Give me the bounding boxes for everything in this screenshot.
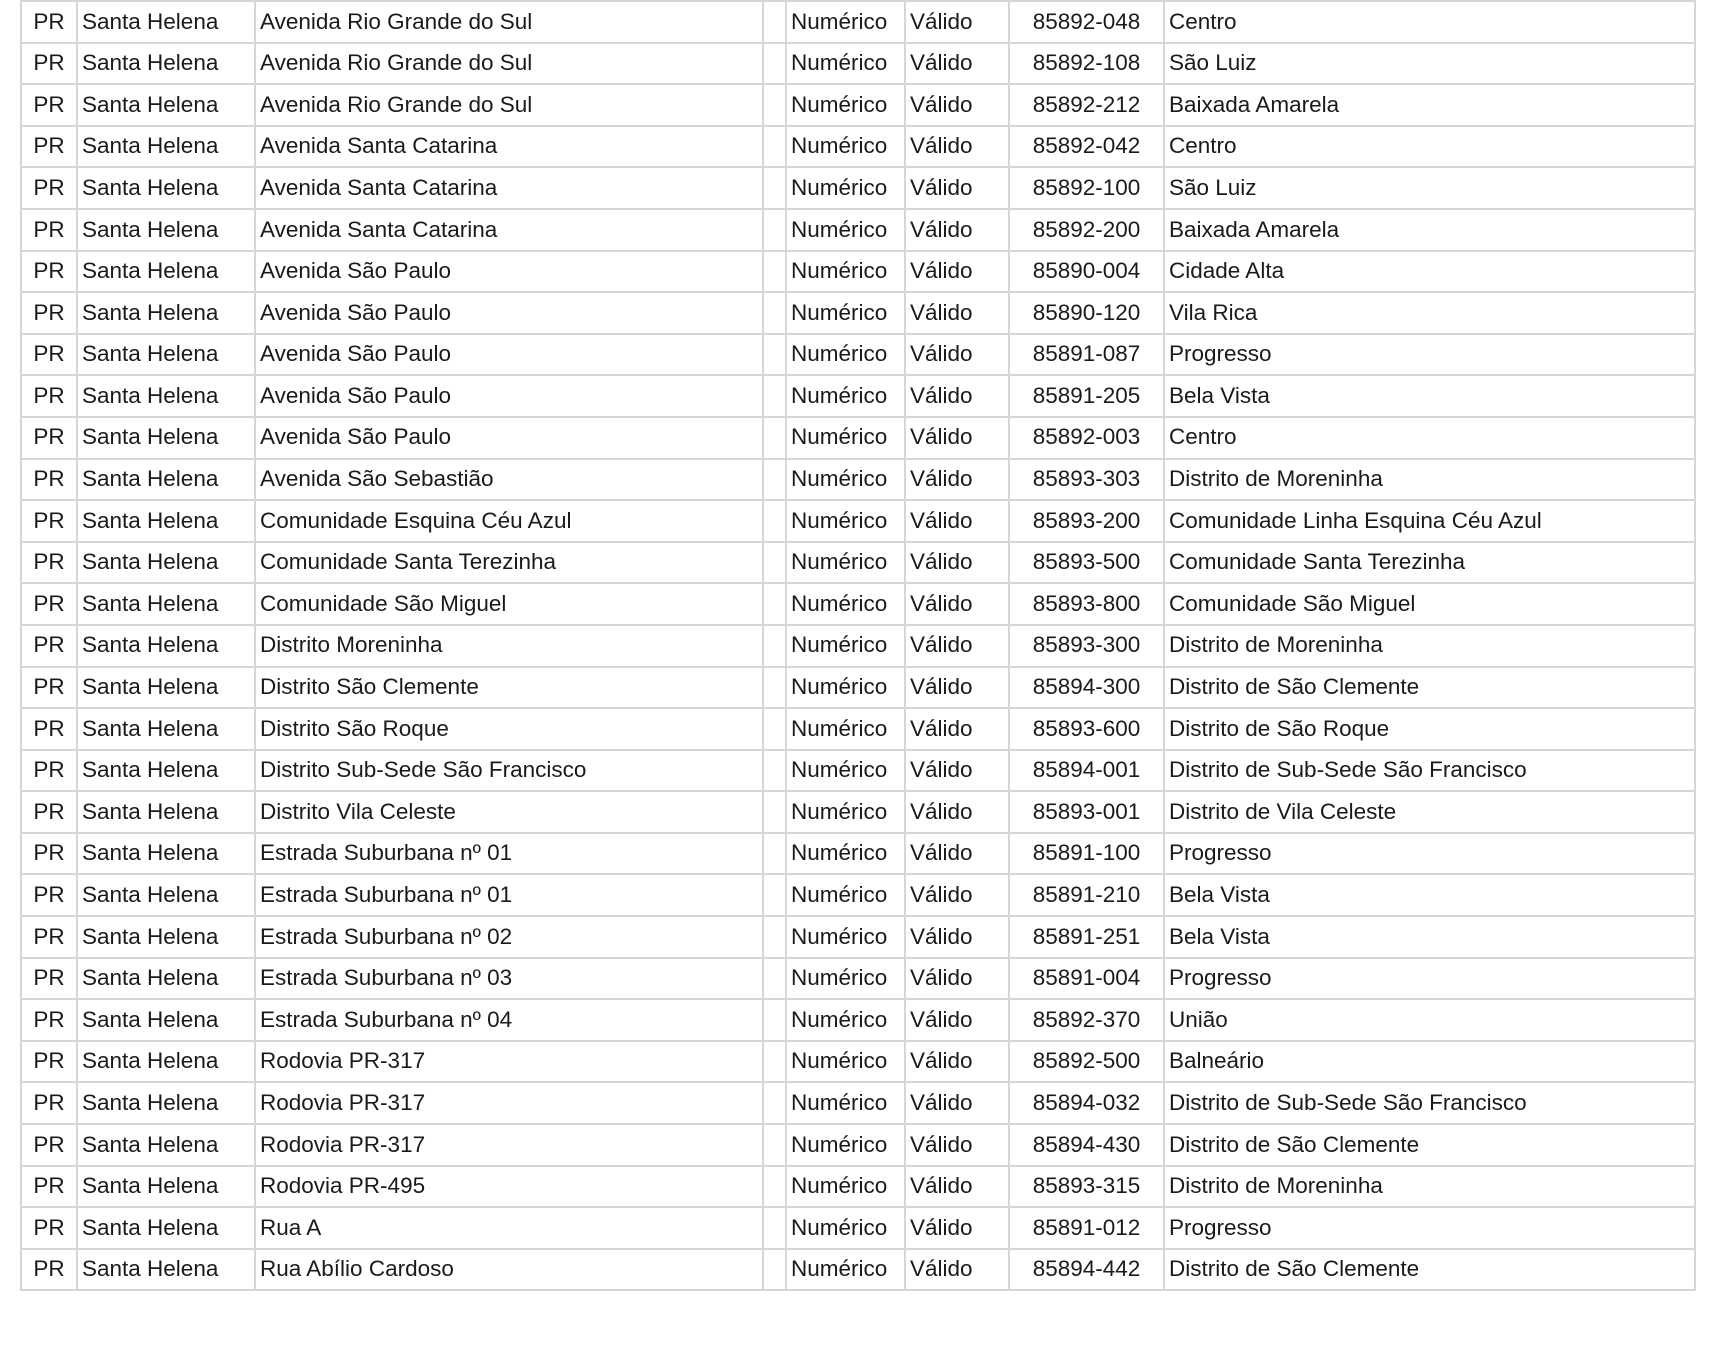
neighborhood-cell: Bela Vista bbox=[1164, 874, 1695, 916]
type-cell: Numérico bbox=[786, 1041, 905, 1083]
table-row bbox=[21, 916, 1695, 958]
type-cell: Numérico bbox=[786, 251, 905, 293]
street-cell: Avenida São Sebastião bbox=[255, 459, 763, 501]
street-cell: Avenida Santa Catarina bbox=[255, 167, 763, 209]
neighborhood-cell: Distrito de São Clemente bbox=[1164, 1249, 1695, 1291]
type-cell: Numérico bbox=[786, 334, 905, 376]
status-cell: Válido bbox=[905, 126, 1009, 168]
empty-cell bbox=[763, 334, 786, 376]
street-cell: Avenida São Paulo bbox=[255, 334, 763, 376]
state-cell: PR bbox=[21, 459, 77, 501]
status-cell: Válido bbox=[905, 833, 1009, 875]
type-cell: Numérico bbox=[786, 542, 905, 584]
empty-cell bbox=[763, 500, 786, 542]
cep-cell: 85892-370 bbox=[1009, 999, 1164, 1041]
neighborhood-cell: Bela Vista bbox=[1164, 375, 1695, 417]
table-row bbox=[21, 667, 1695, 709]
status-cell: Válido bbox=[905, 958, 1009, 1000]
status-cell: Válido bbox=[905, 84, 1009, 126]
street-cell: Avenida Santa Catarina bbox=[255, 126, 763, 168]
city-cell: Santa Helena bbox=[77, 916, 255, 958]
status-cell: Válido bbox=[905, 625, 1009, 667]
status-cell: Válido bbox=[905, 1041, 1009, 1083]
city-cell: Santa Helena bbox=[77, 1207, 255, 1249]
neighborhood-cell: Centro bbox=[1164, 126, 1695, 168]
empty-cell bbox=[763, 1166, 786, 1208]
neighborhood-cell: Comunidade Linha Esquina Céu Azul bbox=[1164, 500, 1695, 542]
street-cell: Rua A bbox=[255, 1207, 763, 1249]
neighborhood-cell: Progresso bbox=[1164, 833, 1695, 875]
cep-cell: 85891-087 bbox=[1009, 334, 1164, 376]
state-cell: PR bbox=[21, 1166, 77, 1208]
state-cell: PR bbox=[21, 999, 77, 1041]
street-cell: Comunidade Esquina Céu Azul bbox=[255, 500, 763, 542]
type-cell: Numérico bbox=[786, 1249, 905, 1291]
neighborhood-cell: Centro bbox=[1164, 417, 1695, 459]
status-cell: Válido bbox=[905, 874, 1009, 916]
state-cell: PR bbox=[21, 1041, 77, 1083]
empty-cell bbox=[763, 791, 786, 833]
city-cell: Santa Helena bbox=[77, 542, 255, 584]
type-cell: Numérico bbox=[786, 459, 905, 501]
cep-cell: 85892-100 bbox=[1009, 167, 1164, 209]
cep-cell: 85890-004 bbox=[1009, 251, 1164, 293]
street-cell: Rodovia PR-317 bbox=[255, 1124, 763, 1166]
table-row bbox=[21, 209, 1695, 251]
street-cell: Avenida São Paulo bbox=[255, 375, 763, 417]
city-cell: Santa Helena bbox=[77, 126, 255, 168]
state-cell: PR bbox=[21, 583, 77, 625]
empty-cell bbox=[763, 583, 786, 625]
empty-cell bbox=[763, 1, 786, 43]
status-cell: Válido bbox=[905, 334, 1009, 376]
cep-cell: 85893-200 bbox=[1009, 500, 1164, 542]
city-cell: Santa Helena bbox=[77, 334, 255, 376]
city-cell: Santa Helena bbox=[77, 1, 255, 43]
state-cell: PR bbox=[21, 667, 77, 709]
neighborhood-cell: Bela Vista bbox=[1164, 916, 1695, 958]
cep-cell: 85892-200 bbox=[1009, 209, 1164, 251]
empty-cell bbox=[763, 1082, 786, 1124]
type-cell: Numérico bbox=[786, 583, 905, 625]
status-cell: Válido bbox=[905, 1166, 1009, 1208]
state-cell: PR bbox=[21, 375, 77, 417]
state-cell: PR bbox=[21, 334, 77, 376]
state-cell: PR bbox=[21, 750, 77, 792]
state-cell: PR bbox=[21, 500, 77, 542]
state-cell: PR bbox=[21, 84, 77, 126]
neighborhood-cell: Distrito de Vila Celeste bbox=[1164, 791, 1695, 833]
status-cell: Válido bbox=[905, 708, 1009, 750]
empty-cell bbox=[763, 209, 786, 251]
city-cell: Santa Helena bbox=[77, 708, 255, 750]
type-cell: Numérico bbox=[786, 1207, 905, 1249]
city-cell: Santa Helena bbox=[77, 750, 255, 792]
state-cell: PR bbox=[21, 625, 77, 667]
table-row bbox=[21, 958, 1695, 1000]
state-cell: PR bbox=[21, 874, 77, 916]
neighborhood-cell: Distrito de São Clemente bbox=[1164, 1124, 1695, 1166]
city-cell: Santa Helena bbox=[77, 500, 255, 542]
status-cell: Válido bbox=[905, 1082, 1009, 1124]
status-cell: Válido bbox=[905, 417, 1009, 459]
street-cell: Avenida Rio Grande do Sul bbox=[255, 1, 763, 43]
type-cell: Numérico bbox=[786, 708, 905, 750]
status-cell: Válido bbox=[905, 1, 1009, 43]
cep-cell: 85892-003 bbox=[1009, 417, 1164, 459]
street-cell: Distrito Moreninha bbox=[255, 625, 763, 667]
state-cell: PR bbox=[21, 417, 77, 459]
table-row bbox=[21, 167, 1695, 209]
cep-cell: 85894-430 bbox=[1009, 1124, 1164, 1166]
status-cell: Válido bbox=[905, 791, 1009, 833]
state-cell: PR bbox=[21, 292, 77, 334]
cep-cell: 85893-303 bbox=[1009, 459, 1164, 501]
table-row bbox=[21, 251, 1695, 293]
neighborhood-cell: Progresso bbox=[1164, 1207, 1695, 1249]
empty-cell bbox=[763, 667, 786, 709]
street-cell: Rodovia PR-495 bbox=[255, 1166, 763, 1208]
cep-cell: 85894-001 bbox=[1009, 750, 1164, 792]
address-table-body bbox=[21, 1, 1695, 1290]
cep-cell: 85892-212 bbox=[1009, 84, 1164, 126]
type-cell: Numérico bbox=[786, 167, 905, 209]
cep-cell: 85891-100 bbox=[1009, 833, 1164, 875]
table-row bbox=[21, 84, 1695, 126]
cep-cell: 85892-042 bbox=[1009, 126, 1164, 168]
street-cell: Estrada Suburbana nº 03 bbox=[255, 958, 763, 1000]
cep-cell: 85894-032 bbox=[1009, 1082, 1164, 1124]
city-cell: Santa Helena bbox=[77, 667, 255, 709]
street-cell: Distrito Sub-Sede São Francisco bbox=[255, 750, 763, 792]
state-cell: PR bbox=[21, 1124, 77, 1166]
empty-cell bbox=[763, 417, 786, 459]
state-cell: PR bbox=[21, 126, 77, 168]
empty-cell bbox=[763, 958, 786, 1000]
street-cell: Avenida Santa Catarina bbox=[255, 209, 763, 251]
neighborhood-cell: Distrito de Moreninha bbox=[1164, 1166, 1695, 1208]
empty-cell bbox=[763, 916, 786, 958]
status-cell: Válido bbox=[905, 667, 1009, 709]
cep-cell: 85893-315 bbox=[1009, 1166, 1164, 1208]
city-cell: Santa Helena bbox=[77, 958, 255, 1000]
city-cell: Santa Helena bbox=[77, 251, 255, 293]
city-cell: Santa Helena bbox=[77, 167, 255, 209]
status-cell: Válido bbox=[905, 1124, 1009, 1166]
status-cell: Válido bbox=[905, 583, 1009, 625]
type-cell: Numérico bbox=[786, 1, 905, 43]
street-cell: Avenida Rio Grande do Sul bbox=[255, 84, 763, 126]
table-row bbox=[21, 1124, 1695, 1166]
state-cell: PR bbox=[21, 791, 77, 833]
status-cell: Válido bbox=[905, 1249, 1009, 1291]
type-cell: Numérico bbox=[786, 916, 905, 958]
cep-cell: 85893-600 bbox=[1009, 708, 1164, 750]
status-cell: Válido bbox=[905, 916, 1009, 958]
table-row bbox=[21, 1166, 1695, 1208]
status-cell: Válido bbox=[905, 750, 1009, 792]
neighborhood-cell: Progresso bbox=[1164, 958, 1695, 1000]
type-cell: Numérico bbox=[786, 999, 905, 1041]
empty-cell bbox=[763, 750, 786, 792]
cep-cell: 85893-300 bbox=[1009, 625, 1164, 667]
empty-cell bbox=[763, 833, 786, 875]
city-cell: Santa Helena bbox=[77, 1249, 255, 1291]
neighborhood-cell: Distrito de Sub-Sede São Francisco bbox=[1164, 1082, 1695, 1124]
city-cell: Santa Helena bbox=[77, 625, 255, 667]
neighborhood-cell: Comunidade Santa Terezinha bbox=[1164, 542, 1695, 584]
status-cell: Válido bbox=[905, 999, 1009, 1041]
table-row bbox=[21, 126, 1695, 168]
type-cell: Numérico bbox=[786, 958, 905, 1000]
cep-cell: 85891-004 bbox=[1009, 958, 1164, 1000]
empty-cell bbox=[763, 625, 786, 667]
city-cell: Santa Helena bbox=[77, 375, 255, 417]
neighborhood-cell: Distrito de Moreninha bbox=[1164, 459, 1695, 501]
state-cell: PR bbox=[21, 916, 77, 958]
state-cell: PR bbox=[21, 209, 77, 251]
type-cell: Numérico bbox=[786, 750, 905, 792]
status-cell: Válido bbox=[905, 459, 1009, 501]
city-cell: Santa Helena bbox=[77, 1082, 255, 1124]
table-row bbox=[21, 583, 1695, 625]
neighborhood-cell: Vila Rica bbox=[1164, 292, 1695, 334]
table-row bbox=[21, 791, 1695, 833]
cep-cell: 85891-210 bbox=[1009, 874, 1164, 916]
neighborhood-cell: São Luiz bbox=[1164, 43, 1695, 85]
status-cell: Válido bbox=[905, 43, 1009, 85]
cep-cell: 85890-120 bbox=[1009, 292, 1164, 334]
city-cell: Santa Helena bbox=[77, 209, 255, 251]
empty-cell bbox=[763, 43, 786, 85]
neighborhood-cell: Cidade Alta bbox=[1164, 251, 1695, 293]
city-cell: Santa Helena bbox=[77, 43, 255, 85]
state-cell: PR bbox=[21, 43, 77, 85]
cep-cell: 85891-205 bbox=[1009, 375, 1164, 417]
cep-cell: 85894-442 bbox=[1009, 1249, 1164, 1291]
empty-cell bbox=[763, 1041, 786, 1083]
table-row bbox=[21, 542, 1695, 584]
neighborhood-cell: São Luiz bbox=[1164, 167, 1695, 209]
neighborhood-cell: Distrito de Moreninha bbox=[1164, 625, 1695, 667]
city-cell: Santa Helena bbox=[77, 999, 255, 1041]
address-table bbox=[20, 0, 1696, 1291]
address-table-sheet bbox=[20, 0, 1694, 1291]
neighborhood-cell: União bbox=[1164, 999, 1695, 1041]
table-row bbox=[21, 1249, 1695, 1291]
empty-cell bbox=[763, 126, 786, 168]
city-cell: Santa Helena bbox=[77, 874, 255, 916]
table-row bbox=[21, 999, 1695, 1041]
table-row bbox=[21, 500, 1695, 542]
empty-cell bbox=[763, 708, 786, 750]
street-cell: Comunidade Santa Terezinha bbox=[255, 542, 763, 584]
street-cell: Avenida São Paulo bbox=[255, 251, 763, 293]
empty-cell bbox=[763, 1249, 786, 1291]
state-cell: PR bbox=[21, 833, 77, 875]
street-cell: Distrito Vila Celeste bbox=[255, 791, 763, 833]
state-cell: PR bbox=[21, 1249, 77, 1291]
table-row bbox=[21, 292, 1695, 334]
neighborhood-cell: Baixada Amarela bbox=[1164, 209, 1695, 251]
empty-cell bbox=[763, 292, 786, 334]
state-cell: PR bbox=[21, 708, 77, 750]
neighborhood-cell: Comunidade São Miguel bbox=[1164, 583, 1695, 625]
street-cell: Rodovia PR-317 bbox=[255, 1041, 763, 1083]
empty-cell bbox=[763, 542, 786, 584]
type-cell: Numérico bbox=[786, 1082, 905, 1124]
neighborhood-cell: Centro bbox=[1164, 1, 1695, 43]
empty-cell bbox=[763, 999, 786, 1041]
cep-cell: 85892-108 bbox=[1009, 43, 1164, 85]
type-cell: Numérico bbox=[786, 791, 905, 833]
state-cell: PR bbox=[21, 958, 77, 1000]
empty-cell bbox=[763, 375, 786, 417]
status-cell: Válido bbox=[905, 500, 1009, 542]
street-cell: Estrada Suburbana nº 04 bbox=[255, 999, 763, 1041]
cep-cell: 85892-500 bbox=[1009, 1041, 1164, 1083]
neighborhood-cell: Distrito de Sub-Sede São Francisco bbox=[1164, 750, 1695, 792]
city-cell: Santa Helena bbox=[77, 84, 255, 126]
street-cell: Comunidade São Miguel bbox=[255, 583, 763, 625]
table-row bbox=[21, 750, 1695, 792]
city-cell: Santa Helena bbox=[77, 583, 255, 625]
cep-cell: 85893-001 bbox=[1009, 791, 1164, 833]
type-cell: Numérico bbox=[786, 500, 905, 542]
empty-cell bbox=[763, 874, 786, 916]
city-cell: Santa Helena bbox=[77, 417, 255, 459]
type-cell: Numérico bbox=[786, 1124, 905, 1166]
state-cell: PR bbox=[21, 1, 77, 43]
city-cell: Santa Helena bbox=[77, 833, 255, 875]
table-row bbox=[21, 708, 1695, 750]
neighborhood-cell: Distrito de São Roque bbox=[1164, 708, 1695, 750]
street-cell: Distrito São Clemente bbox=[255, 667, 763, 709]
empty-cell bbox=[763, 459, 786, 501]
empty-cell bbox=[763, 1207, 786, 1249]
city-cell: Santa Helena bbox=[77, 1166, 255, 1208]
city-cell: Santa Helena bbox=[77, 1041, 255, 1083]
cep-cell: 85892-048 bbox=[1009, 1, 1164, 43]
type-cell: Numérico bbox=[786, 833, 905, 875]
neighborhood-cell: Progresso bbox=[1164, 334, 1695, 376]
table-row bbox=[21, 833, 1695, 875]
street-cell: Avenida São Paulo bbox=[255, 417, 763, 459]
empty-cell bbox=[763, 1124, 786, 1166]
state-cell: PR bbox=[21, 1082, 77, 1124]
cep-cell: 85891-251 bbox=[1009, 916, 1164, 958]
table-row bbox=[21, 1, 1695, 43]
cep-cell: 85891-012 bbox=[1009, 1207, 1164, 1249]
street-cell: Estrada Suburbana nº 02 bbox=[255, 916, 763, 958]
cep-cell: 85893-500 bbox=[1009, 542, 1164, 584]
type-cell: Numérico bbox=[786, 84, 905, 126]
city-cell: Santa Helena bbox=[77, 791, 255, 833]
status-cell: Válido bbox=[905, 167, 1009, 209]
type-cell: Numérico bbox=[786, 417, 905, 459]
state-cell: PR bbox=[21, 251, 77, 293]
table-row bbox=[21, 43, 1695, 85]
table-row bbox=[21, 417, 1695, 459]
cep-cell: 85893-800 bbox=[1009, 583, 1164, 625]
type-cell: Numérico bbox=[786, 874, 905, 916]
table-row bbox=[21, 625, 1695, 667]
status-cell: Válido bbox=[905, 375, 1009, 417]
status-cell: Válido bbox=[905, 251, 1009, 293]
state-cell: PR bbox=[21, 1207, 77, 1249]
neighborhood-cell: Balneário bbox=[1164, 1041, 1695, 1083]
table-row bbox=[21, 375, 1695, 417]
type-cell: Numérico bbox=[786, 625, 905, 667]
type-cell: Numérico bbox=[786, 1166, 905, 1208]
city-cell: Santa Helena bbox=[77, 1124, 255, 1166]
status-cell: Válido bbox=[905, 542, 1009, 584]
type-cell: Numérico bbox=[786, 375, 905, 417]
street-cell: Estrada Suburbana nº 01 bbox=[255, 833, 763, 875]
street-cell: Rodovia PR-317 bbox=[255, 1082, 763, 1124]
type-cell: Numérico bbox=[786, 43, 905, 85]
state-cell: PR bbox=[21, 167, 77, 209]
street-cell: Rua Abílio Cardoso bbox=[255, 1249, 763, 1291]
neighborhood-cell: Distrito de São Clemente bbox=[1164, 667, 1695, 709]
city-cell: Santa Helena bbox=[77, 292, 255, 334]
table-row bbox=[21, 1082, 1695, 1124]
table-row bbox=[21, 1041, 1695, 1083]
table-row bbox=[21, 459, 1695, 501]
table-row bbox=[21, 874, 1695, 916]
type-cell: Numérico bbox=[786, 292, 905, 334]
status-cell: Válido bbox=[905, 292, 1009, 334]
empty-cell bbox=[763, 84, 786, 126]
type-cell: Numérico bbox=[786, 667, 905, 709]
empty-cell bbox=[763, 251, 786, 293]
street-cell: Estrada Suburbana nº 01 bbox=[255, 874, 763, 916]
empty-cell bbox=[763, 167, 786, 209]
street-cell: Avenida São Paulo bbox=[255, 292, 763, 334]
status-cell: Válido bbox=[905, 209, 1009, 251]
table-row bbox=[21, 334, 1695, 376]
street-cell: Distrito São Roque bbox=[255, 708, 763, 750]
state-cell: PR bbox=[21, 542, 77, 584]
city-cell: Santa Helena bbox=[77, 459, 255, 501]
type-cell: Numérico bbox=[786, 126, 905, 168]
street-cell: Avenida Rio Grande do Sul bbox=[255, 43, 763, 85]
neighborhood-cell: Baixada Amarela bbox=[1164, 84, 1695, 126]
table-row bbox=[21, 1207, 1695, 1249]
status-cell: Válido bbox=[905, 1207, 1009, 1249]
cep-cell: 85894-300 bbox=[1009, 667, 1164, 709]
type-cell: Numérico bbox=[786, 209, 905, 251]
